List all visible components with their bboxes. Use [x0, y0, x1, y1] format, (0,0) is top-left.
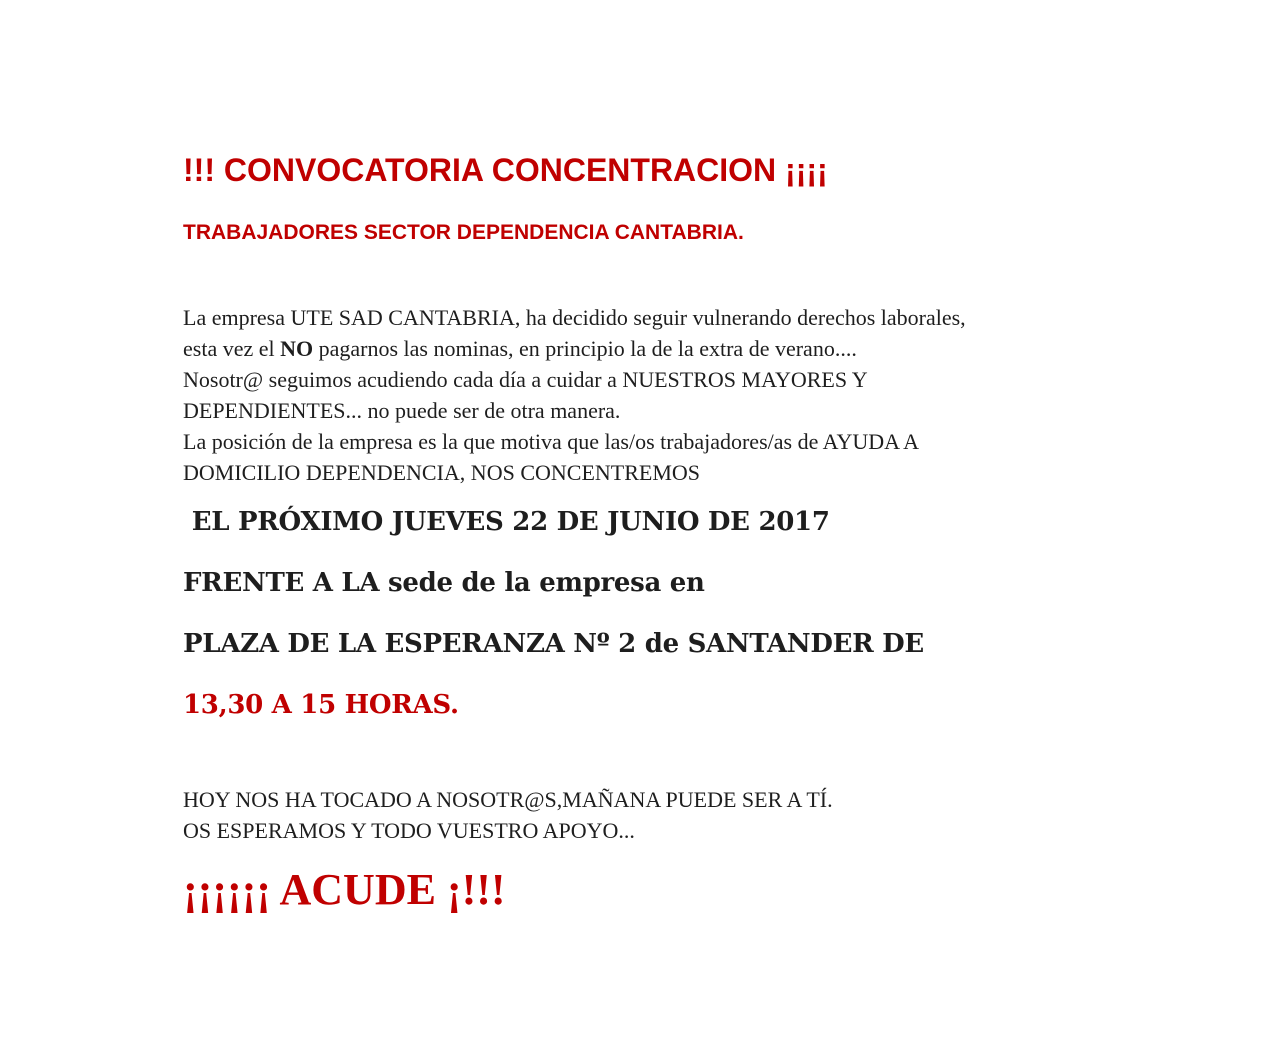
closing-line-2: OS ESPERAMOS Y TODO VUESTRO APOYO...	[183, 818, 635, 843]
place-line-2: PLAZA DE LA ESPERANZA Nº 2 de SANTANDER DE	[183, 629, 924, 659]
document-title: !!! CONVOCATORIA CONCENTRACION ¡¡¡¡	[183, 152, 828, 188]
body-line-4: DEPENDIENTES... no puede ser de otra manera.	[183, 398, 621, 423]
place-line-1: FRENTE A LA sede de la empresa en	[183, 568, 705, 598]
body-line-1: La empresa UTE SAD CANTABRIA, ha decidido seguir vulnerando derechos laborales,	[183, 305, 966, 330]
closing-paragraph	[183, 784, 833, 846]
body-line-3: Nosotr@ seguimos acudiendo cada día a cuidar a NUESTROS MAYORES Y	[183, 367, 868, 392]
body-line-6: DOMICILIO DEPENDENCIA, NOS CONCENTREMOS	[183, 460, 700, 485]
document-subtitle: TRABAJADORES SECTOR DEPENDENCIA CANTABRIA.	[183, 221, 744, 244]
body-line-2-emphasis: NO	[280, 336, 314, 361]
time-line: 13,30 A 15 HORAS.	[183, 690, 459, 720]
closing-line-1: HOY NOS HA TOCADO A NOSOTR@S,MAÑANA PUEDE SER A TÍ.	[183, 787, 833, 812]
date-line: EL PRÓXIMO JUEVES 22 DE JUNIO DE 2017	[183, 507, 830, 537]
call-to-action: ¡¡¡¡¡¡ ACUDE ¡!!!	[183, 865, 506, 914]
body-line-2-pre: esta vez el	[183, 336, 281, 361]
body-paragraph	[183, 302, 966, 488]
body-line-5: La posición de la empresa es la que motiva que las/os trabajadores/as de AYUDA A	[183, 429, 920, 454]
body-line-2-post: pagarnos las nominas, en principio la de la extra de verano....	[313, 336, 857, 361]
body-line-2	[183, 333, 966, 364]
